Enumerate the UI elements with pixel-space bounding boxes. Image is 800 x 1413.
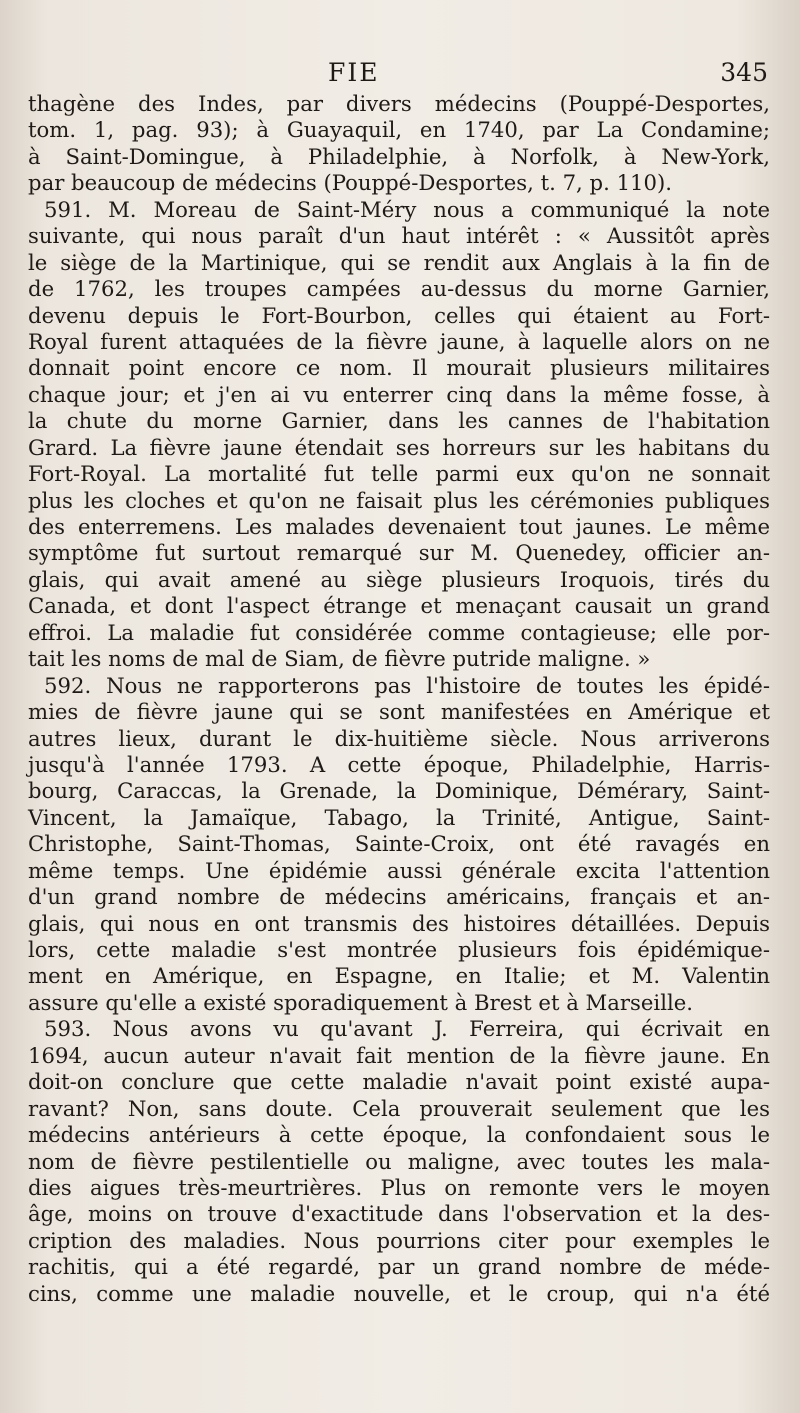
text-line: jusqu'à l'année 1793. A cette époque, Philadelphie, Harris- (28, 751, 770, 777)
text-line: Canada, et dont l'aspect étrange et menaçant causait un grand (28, 593, 770, 619)
text-line: effroi. La maladie fut considérée comme contagieuse; elle por- (28, 619, 770, 645)
text-line: le siège de la Martinique, qui se rendit aux Anglais à la fin de (28, 249, 770, 275)
paragraph-592-first-line: 592. Nous ne rapporterons pas l'histoire de toutes les épidé- (44, 672, 770, 698)
text-line: Royal furent attaquées de la fièvre jaune, à laquelle alors on ne (28, 328, 770, 354)
text-line: doit-on conclure que cette maladie n'avait point existé aupa- (28, 1069, 770, 1095)
text-line: la chute du morne Garnier, dans les cannes de l'habitation (28, 408, 770, 434)
text-line: de 1762, les troupes campées au-dessus du morne Garnier, (28, 276, 770, 302)
text-line: mies de fièvre jaune qui se sont manifestées en Amérique et (28, 699, 770, 725)
text-line: devenu depuis le Fort-Bourbon, celles qui étaient au Fort- (28, 302, 770, 328)
text-line: rachitis, qui a été regardé, par un grand nombre de méde- (28, 1254, 770, 1280)
text-line: ravant? Non, sans doute. Cela prouverait seulement que les (28, 1095, 770, 1121)
text-line: donnait point encore ce nom. Il mourait plusieurs militaires (28, 355, 770, 381)
text-line: assure qu'elle a existé sporadiquement à Brest et à Marseille. (28, 989, 694, 1015)
text-line: des enterremens. Les malades devenaient tout jaunes. Le même (28, 514, 770, 539)
text-line: Vincent, la Jamaïque, Tabago, la Trinité, Antigue, Saint- (28, 804, 770, 830)
text-line: cription des maladies. Nous pourrions citer pour exemples le (28, 1227, 770, 1253)
text-line: suivante, qui nous paraît d'un haut intérêt : « Aussitôt après (28, 223, 770, 249)
text-line: glais, qui nous en ont transmis des histoires détaillées. Depuis (28, 910, 770, 936)
text-line: 1694, aucun auteur n'avait fait mention de la fièvre jaune. En (28, 1042, 770, 1068)
text-line: à Saint-Domingue, à Philadelphie, à Norfolk, à New-York, (28, 143, 770, 169)
paragraph-593-first-line: 593. Nous avons vu qu'avant J. Ferreira, qui écrivait en (44, 1016, 770, 1042)
paragraph-591-first-line: 591. M. Moreau de Saint-Méry nous a communiqué la note (44, 196, 770, 222)
page-number: 345 (720, 58, 768, 87)
text-line: thagène des Indes, par divers médecins (Pouppé-Desportes, (28, 91, 770, 116)
text-line: glais, qui avait amené au siège plusieurs Iroquois, tirés du (28, 566, 770, 592)
text-line: plus les cloches et qu'on ne faisait plus les cérémonies publiques (28, 487, 770, 513)
text-line: chaque jour; et j'en ai vu enterrer cinq dans la même fosse, à (28, 381, 770, 407)
text-line: nom de fièvre pestilentielle ou maligne, avec toutes les mala- (28, 1148, 770, 1174)
text-line: Christophe, Saint-Thomas, Sainte-Croix, ont été ravagés en (28, 831, 770, 857)
running-head-title: FIE (328, 58, 380, 87)
text-line: par beaucoup de médecins (Pouppé-Desportes, t. 7, p. 110). (28, 170, 673, 196)
text-line: âge, moins on trouve d'exactitude dans l'observation et la des- (28, 1201, 770, 1227)
text-line: dies aigues très-meurtrières. Plus on remonte vers le moyen (28, 1174, 770, 1200)
text-line: ment en Amérique, en Espagne, en Italie; et M. Valentin (28, 963, 770, 989)
text-line: autres lieux, durant le dix-huitième siècle. Nous arriverons (28, 725, 770, 751)
text-line: tom. 1, pag. 93); à Guayaquil, en 1740, par La Condamine; (28, 117, 770, 143)
text-line: lors, cette maladie s'est montrée plusieurs fois épidémique- (28, 937, 770, 962)
text-line: médecins antérieurs à cette époque, la confondaient sous le (28, 1122, 770, 1148)
text-line: symptôme fut surtout remarqué sur M. Quenedey, officier an- (28, 540, 770, 566)
text-line: cins, comme une maladie nouvelle, et le croup, qui n'a été (28, 1280, 770, 1306)
text-line: d'un grand nombre de médecins américains, français et an- (28, 884, 770, 910)
text-line: Grard. La fièvre jaune étendait ses horreurs sur les habitans du (28, 434, 770, 460)
text-line: tait les noms de mal de Siam, de fièvre putride maligne. » (28, 646, 651, 672)
text-line: bourg, Caraccas, la Grenade, la Dominique, Démérary, Saint- (28, 778, 770, 804)
text-line: Fort-Royal. La mortalité fut telle parmi eux qu'on ne sonnait (28, 461, 770, 487)
body-text (28, 91, 770, 1307)
text-line: même temps. Une épidémie aussi générale excita l'attention (28, 857, 770, 883)
